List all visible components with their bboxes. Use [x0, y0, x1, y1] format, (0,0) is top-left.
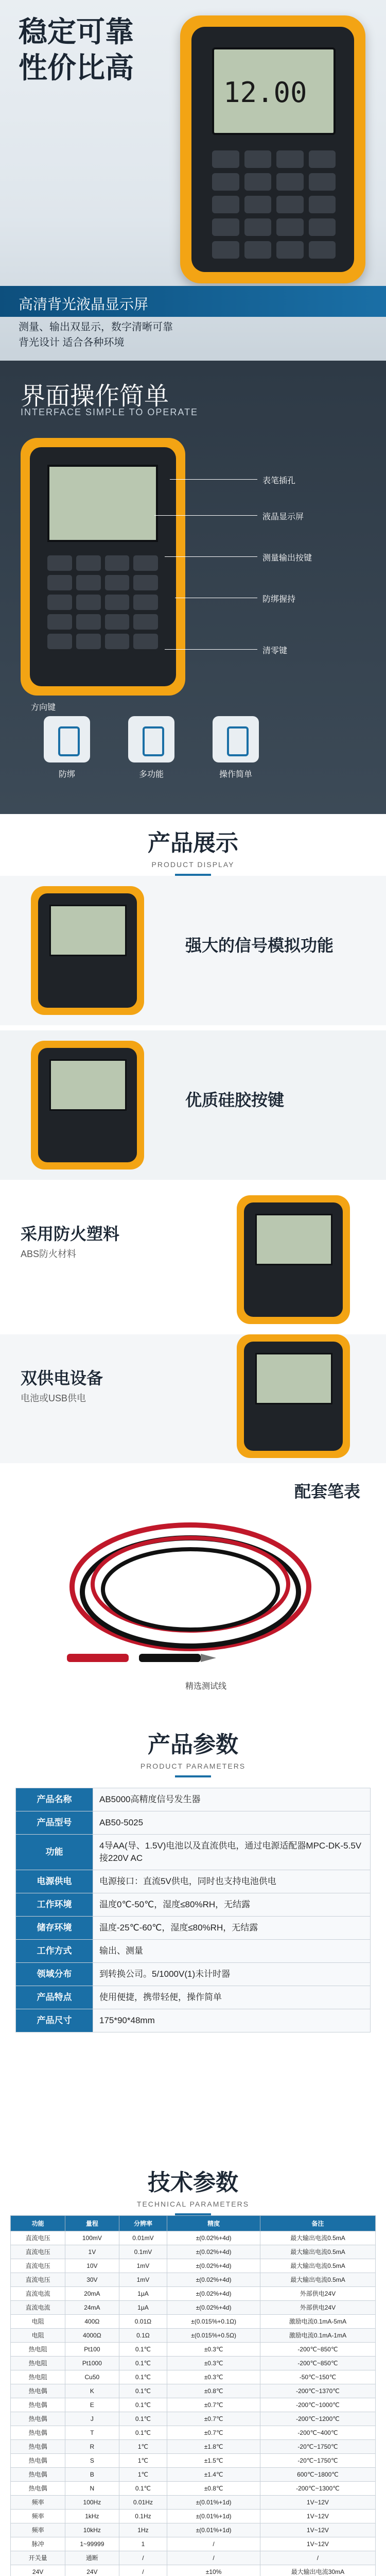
- params-key: 产品名称: [16, 1788, 93, 1811]
- tech-row: [11, 2468, 376, 2482]
- tech-cell: 脉冲: [11, 2537, 65, 2551]
- params-table: [15, 1788, 371, 2032]
- tech-cell: Pt100: [65, 2343, 119, 2357]
- tech-cell: -200℃~1200℃: [260, 2412, 375, 2426]
- tech-cell: -200℃~850℃: [260, 2343, 375, 2357]
- params-value: 温度-25℃-60℃，湿度≤80%RH，无结露: [93, 1917, 371, 1940]
- test-leads-section: [0, 1468, 386, 1716]
- tech-cell: R: [65, 2440, 119, 2454]
- tech-cell: 通断: [65, 2551, 119, 2565]
- tech-cell: 24mA: [65, 2301, 119, 2315]
- tech-cell: ±(0.02%+4d): [167, 2259, 260, 2273]
- params-row: [16, 1788, 371, 1811]
- tech-cell: E: [65, 2398, 119, 2412]
- tech-cell: 20mA: [65, 2287, 119, 2301]
- tech-cell: /: [167, 2551, 260, 2565]
- tech-cell: ±(0.015%+0.1Ω): [167, 2315, 260, 2329]
- tech-cell: 最大输出电流30mA: [260, 2565, 375, 2576]
- params-key: 产品型号: [16, 1811, 93, 1835]
- feature-title: 双供电设备: [21, 1369, 103, 1387]
- lcd-screen: [212, 47, 336, 135]
- callout-direction: 方向键: [31, 703, 56, 712]
- tech-row: [11, 2259, 376, 2273]
- tech-cell: 1V~12V: [260, 2496, 375, 2510]
- tech-cell: 热电偶: [11, 2468, 65, 2482]
- meter-illustration: [237, 1334, 350, 1458]
- feature-sub: 电池或USB供电: [21, 1393, 86, 1403]
- tech-cell: 1: [119, 2537, 167, 2551]
- meter-illustration: [31, 886, 144, 1015]
- tech-cell: 直流电流: [11, 2301, 65, 2315]
- hero-band-text: 高清背光液晶显示屏: [19, 296, 149, 312]
- tech-cell: 直流电压: [11, 2245, 65, 2259]
- params-row: [16, 1811, 371, 1835]
- feature-sub: ABS防火材料: [21, 1249, 77, 1259]
- tech-cell: 0.01Hz: [119, 2496, 167, 2510]
- tech-cell: 400Ω: [65, 2315, 119, 2329]
- tech-cell: 直流电压: [11, 2273, 65, 2287]
- tech-cell: 0.01Ω: [119, 2315, 167, 2329]
- tech-cell: 激励电流0.1mA-1mA: [260, 2329, 375, 2343]
- tech-cell: 30V: [65, 2273, 119, 2287]
- tech-row: [11, 2357, 376, 2370]
- params-subtitle: PRODUCT PARAMETERS: [140, 1762, 246, 1770]
- display-header: [0, 824, 386, 876]
- params-key: 工作环境: [16, 1893, 93, 1917]
- tech-cell: ±0.8℃: [167, 2384, 260, 2398]
- tech-title: 技术参数: [148, 2170, 238, 2195]
- tech-cell: 开关量: [11, 2551, 65, 2565]
- tech-cell: ±(0.02%+4d): [167, 2287, 260, 2301]
- hero-section: [0, 0, 386, 361]
- tech-cell: 1℃: [119, 2468, 167, 2482]
- tech-cell: 1mV: [119, 2273, 167, 2287]
- tech-row: [11, 2329, 376, 2343]
- tech-cell: 100Hz: [65, 2496, 119, 2510]
- tech-cell: 1V~12V: [260, 2523, 375, 2537]
- meter-illustration: [237, 1195, 350, 1324]
- tech-cell: 10kHz: [65, 2523, 119, 2537]
- tech-cell: 热电偶: [11, 2482, 65, 2496]
- hand-icon: [213, 716, 259, 762]
- tech-cell: 0.1℃: [119, 2426, 167, 2440]
- tech-cell: -200℃~400℃: [260, 2426, 375, 2440]
- tech-params-section: [0, 2154, 386, 2576]
- tech-cell: -200℃~1000℃: [260, 2398, 375, 2412]
- tech-cell: 激励电流0.1mA-5mA: [260, 2315, 375, 2329]
- tech-cell: ±10%: [167, 2565, 260, 2576]
- tech-header-cell: 功能: [11, 2216, 65, 2231]
- test-leads-illustration: [46, 1499, 335, 1685]
- tech-header-cell: 精度: [167, 2216, 260, 2231]
- multi-function-icon: [128, 716, 174, 762]
- leads-title: 配套笔表: [294, 1482, 360, 1501]
- callout-lcd: 液晶显示屏: [262, 513, 304, 521]
- interface-subtitle: INTERFACE SIMPLE TO OPERATE: [21, 407, 199, 417]
- tech-cell: 频率: [11, 2510, 65, 2523]
- display-title: 产品展示: [148, 831, 238, 856]
- tech-table: [10, 2215, 376, 2576]
- feature-icon-box: 操作简单: [200, 716, 272, 793]
- tech-cell: 热电偶: [11, 2426, 65, 2440]
- tech-row: [11, 2454, 376, 2468]
- tech-cell: S: [65, 2454, 119, 2468]
- tech-row: [11, 2565, 376, 2576]
- tech-cell: -200℃~850℃: [260, 2357, 375, 2370]
- tech-row: [11, 2343, 376, 2357]
- params-row: [16, 1917, 371, 1940]
- params-key: 功能: [16, 1835, 93, 1870]
- callout-keys: 测量输出按键: [262, 554, 312, 563]
- tech-cell: ±0.8℃: [167, 2482, 260, 2496]
- tech-header-cell: 备注: [260, 2216, 375, 2231]
- tech-cell: ±1.8℃: [167, 2440, 260, 2454]
- tech-cell: -200℃~1300℃: [260, 2482, 375, 2496]
- tech-cell: 最大输出电流0.5mA: [260, 2245, 375, 2259]
- tech-row: [11, 2426, 376, 2440]
- tech-cell: /: [119, 2551, 167, 2565]
- tech-cell: -20℃~1750℃: [260, 2454, 375, 2468]
- tech-cell: 热电偶: [11, 2440, 65, 2454]
- tech-cell: 最大输出电流0.5mA: [260, 2231, 375, 2245]
- tech-cell: 0.1℃: [119, 2384, 167, 2398]
- feature-icons: [31, 716, 272, 793]
- tech-cell: ±0.3℃: [167, 2357, 260, 2370]
- tech-cell: 直流电流: [11, 2287, 65, 2301]
- interface-section: [0, 361, 386, 814]
- tech-cell: ±0.7℃: [167, 2426, 260, 2440]
- tech-cell: 1Hz: [119, 2523, 167, 2537]
- tech-cell: 直流电压: [11, 2231, 65, 2245]
- params-value: 4导AA(导、1.5V)电池以及直流供电，通过电源适配器MPC-DK-5.5V接220V AC: [93, 1835, 371, 1870]
- params-key: 产品特点: [16, 1986, 93, 2009]
- hero-title-line1: 稳定可靠: [19, 15, 134, 48]
- tech-cell: 电阻: [11, 2315, 65, 2329]
- tech-cell: 电阻: [11, 2329, 65, 2343]
- tech-header-cell: 分辨率: [119, 2216, 167, 2231]
- tech-cell: B: [65, 2468, 119, 2482]
- tech-subtitle: TECHNICAL PARAMETERS: [136, 2200, 250, 2208]
- tech-row: [11, 2551, 376, 2565]
- tech-cell: ±(0.02%+4d): [167, 2301, 260, 2315]
- display-subtitle: PRODUCT DISPLAY: [151, 860, 235, 869]
- params-title: 产品参数: [148, 1732, 238, 1757]
- tech-cell: ±(0.015%+0.5Ω): [167, 2329, 260, 2343]
- tech-cell: 热电偶: [11, 2398, 65, 2412]
- meter-illustration: [31, 1041, 144, 1170]
- params-value: 输出、测量: [93, 1940, 371, 1963]
- tech-cell: 0.1mV: [119, 2245, 167, 2259]
- feature-title: 强大的信号模拟功能: [185, 936, 334, 955]
- tech-cell: J: [65, 2412, 119, 2426]
- lcd-value: 12.00: [223, 76, 307, 109]
- meter-illustration: [180, 15, 365, 283]
- tech-cell: K: [65, 2384, 119, 2398]
- tech-row: [11, 2440, 376, 2454]
- display-panel: [0, 876, 386, 1025]
- tech-row: [11, 2384, 376, 2398]
- tech-cell: 1μA: [119, 2301, 167, 2315]
- tech-cell: 频率: [11, 2523, 65, 2537]
- tech-cell: 热电阻: [11, 2343, 65, 2357]
- tech-cell: 100mV: [65, 2231, 119, 2245]
- tech-row: [11, 2287, 376, 2301]
- tech-cell: 1℃: [119, 2454, 167, 2468]
- tech-cell: 1~99999: [65, 2537, 119, 2551]
- tech-row: [11, 2496, 376, 2510]
- tech-row: [11, 2301, 376, 2315]
- tech-cell: 最大输出电流0.5mA: [260, 2259, 375, 2273]
- tech-cell: 0.1℃: [119, 2482, 167, 2496]
- leads-note: 精选测试线: [185, 1682, 227, 1691]
- params-value: 电源接口：直流5V供电，同时也支持电池供电: [93, 1870, 371, 1893]
- tech-row: [11, 2510, 376, 2523]
- tech-cell: T: [65, 2426, 119, 2440]
- tech-cell: -200℃~1370℃: [260, 2384, 375, 2398]
- params-value: AB50-5025: [93, 1811, 371, 1835]
- tech-cell: ±(0.01%+1d): [167, 2523, 260, 2537]
- params-key: 产品尺寸: [16, 2009, 93, 2032]
- params-key: 工作方式: [16, 1940, 93, 1963]
- tech-cell: 热电阻: [11, 2370, 65, 2384]
- tech-cell: ±0.7℃: [167, 2412, 260, 2426]
- feature-title: 采用防火塑料: [21, 1225, 120, 1243]
- tech-header-cell: 量程: [65, 2216, 119, 2231]
- params-row: [16, 1940, 371, 1963]
- tech-cell: 1kHz: [65, 2510, 119, 2523]
- tech-cell: -50℃~150℃: [260, 2370, 375, 2384]
- tech-cell: ±0.3℃: [167, 2343, 260, 2357]
- tech-cell: 0.1Hz: [119, 2510, 167, 2523]
- tech-cell: 外部供电24V: [260, 2301, 375, 2315]
- tech-cell: 600℃~1800℃: [260, 2468, 375, 2482]
- tech-row: [11, 2315, 376, 2329]
- params-value: 使用便捷，携带轻便，操作简单: [93, 1986, 371, 2009]
- tech-cell: 0.1Ω: [119, 2329, 167, 2343]
- keypad: [212, 150, 336, 259]
- tech-cell: 0.1℃: [119, 2412, 167, 2426]
- tech-cell: 1V: [65, 2245, 119, 2259]
- tech-cell: N: [65, 2482, 119, 2496]
- params-row: [16, 1893, 371, 1917]
- shield-icon: [44, 716, 90, 762]
- feature-title: 优质硅胶按键: [185, 1091, 285, 1109]
- hero-band: [0, 286, 386, 317]
- tech-row: [11, 2273, 376, 2287]
- params-value: 175*90*48mm: [93, 2009, 371, 2032]
- tech-cell: ±(0.02%+4d): [167, 2231, 260, 2245]
- tech-cell: 1℃: [119, 2440, 167, 2454]
- tech-cell: ±(0.01%+1d): [167, 2496, 260, 2510]
- tech-cell: /: [119, 2565, 167, 2576]
- tech-row: [11, 2482, 376, 2496]
- callout-jack: 表笔插孔: [262, 477, 296, 485]
- hero-note: 测量、输出双显示，数字清晰可靠: [19, 321, 173, 333]
- hero-note: 背光设计 适合各种环境: [19, 337, 125, 348]
- tech-cell: 0.01mV: [119, 2231, 167, 2245]
- tech-cell: 24V: [65, 2565, 119, 2576]
- tech-cell: 热电阻: [11, 2357, 65, 2370]
- tech-cell: ±(0.02%+4d): [167, 2273, 260, 2287]
- params-row: [16, 1870, 371, 1893]
- tech-row: [11, 2412, 376, 2426]
- display-panel: [0, 1030, 386, 1180]
- tech-cell: 1V~12V: [260, 2537, 375, 2551]
- tech-cell: ±0.3℃: [167, 2370, 260, 2384]
- callout-grip: 防绑握持: [262, 595, 296, 604]
- tech-cell: 1μA: [119, 2287, 167, 2301]
- interface-title: 界面操作简单: [21, 383, 169, 410]
- tech-row: [11, 2245, 376, 2259]
- params-row: [16, 1986, 371, 2009]
- feature-icon-box: 防绑: [31, 716, 103, 793]
- tech-cell: ±1.4℃: [167, 2468, 260, 2482]
- params-key: 领域分布: [16, 1963, 93, 1986]
- lcd-screen: [47, 465, 158, 542]
- tech-row: [11, 2537, 376, 2551]
- hero-notes: [19, 319, 173, 350]
- tech-cell: /: [260, 2551, 375, 2565]
- tech-cell: 最大输出电流0.5mA: [260, 2273, 375, 2287]
- tech-cell: Cu50: [65, 2370, 119, 2384]
- tech-cell: Pt1000: [65, 2357, 119, 2370]
- tech-cell: 频率: [11, 2496, 65, 2510]
- params-value: 温度0℃-50℃，湿度≤80%RH，无结露: [93, 1893, 371, 1917]
- tech-cell: ±(0.02%+4d): [167, 2245, 260, 2259]
- tech-cell: 0.1℃: [119, 2370, 167, 2384]
- params-key: 电源供电: [16, 1870, 93, 1893]
- tech-cell: 0.1℃: [119, 2343, 167, 2357]
- tech-row: [11, 2370, 376, 2384]
- tech-cell: -20℃~1750℃: [260, 2440, 375, 2454]
- tech-cell: /: [167, 2537, 260, 2551]
- tech-cell: ±(0.01%+1d): [167, 2510, 260, 2523]
- product-params-section: [0, 1716, 386, 2154]
- tech-cell: 1V~12V: [260, 2510, 375, 2523]
- hero-title-line2: 性价比高: [19, 52, 134, 84]
- tech-header: [0, 2164, 386, 2215]
- params-row: [16, 1835, 371, 1870]
- tech-row: [11, 2231, 376, 2245]
- params-row: [16, 2009, 371, 2032]
- tech-cell: 热电偶: [11, 2384, 65, 2398]
- tech-cell: 直流电压: [11, 2259, 65, 2273]
- tech-cell: 0.1℃: [119, 2398, 167, 2412]
- display-section: [0, 814, 386, 1468]
- tech-cell: ±1.5℃: [167, 2454, 260, 2468]
- tech-cell: 24V: [11, 2565, 65, 2576]
- tech-cell: 4000Ω: [65, 2329, 119, 2343]
- params-key: 储存环境: [16, 1917, 93, 1940]
- feature-icon-box: 多功能: [115, 716, 187, 793]
- tech-cell: 热电偶: [11, 2454, 65, 2468]
- params-row: [16, 1963, 371, 1986]
- callout-zero: 清零键: [262, 647, 288, 655]
- params-header: [0, 1726, 386, 1777]
- display-panel: [0, 1334, 386, 1463]
- tech-cell: 1mV: [119, 2259, 167, 2273]
- tech-cell: 热电偶: [11, 2412, 65, 2426]
- tech-cell: 10V: [65, 2259, 119, 2273]
- tech-cell: 外部供电24V: [260, 2287, 375, 2301]
- tech-row: [11, 2523, 376, 2537]
- keypad: [47, 555, 158, 649]
- tech-cell: ±0.7℃: [167, 2398, 260, 2412]
- params-value: 到转换公司。5/1000V(1)未计时器: [93, 1963, 371, 1986]
- display-panel: [0, 1190, 386, 1329]
- params-value: AB5000高精度信号发生器: [93, 1788, 371, 1811]
- tech-row: [11, 2398, 376, 2412]
- meter-illustration: [21, 438, 185, 696]
- tech-cell: 0.1℃: [119, 2357, 167, 2370]
